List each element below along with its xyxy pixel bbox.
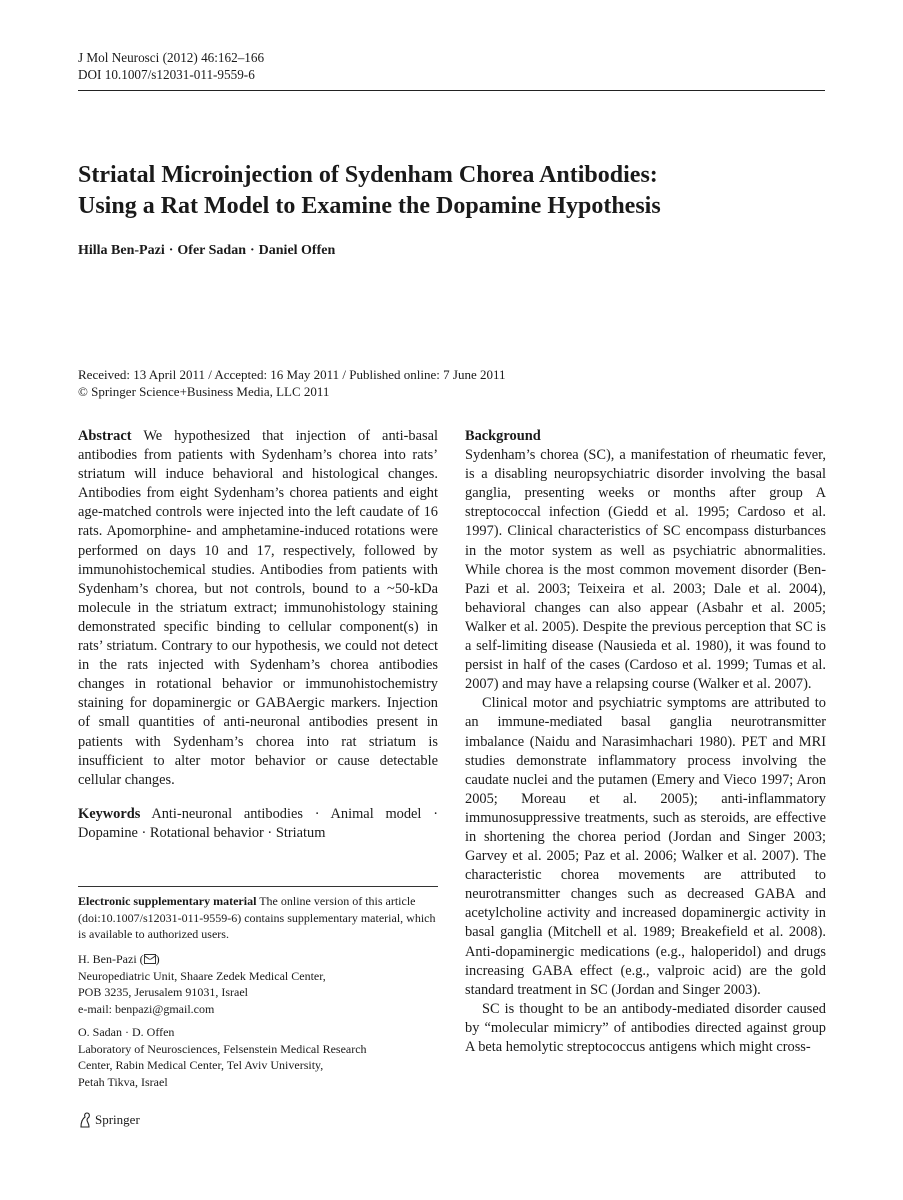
doi: DOI 10.1007/s12031-011-9559-6: [78, 67, 255, 82]
corresponding-author-close: ): [155, 952, 160, 966]
publication-dates: [78, 366, 506, 400]
right-column: [465, 427, 826, 1057]
copyright: © Springer Science+Business Media, LLC 2011: [78, 384, 330, 399]
abstract-text: We hypothesized that injection of anti-basal antibodies from patients with Sydenham’s chorea into rats’ striatum will induce behavioral and histological changes. Antibodies from eight Sydenham’s chorea patients and eight age-matched controls were injected into the left caudate of 16 rats. Apomorphine- and amphetamine-induced rotations were performed on days 10 and 17, respectively, followed by immunohistochemical studies. Antibodies from patients with Sydenham’s chorea, but not controls, bound to a ~50-kDa molecule in the striatum extract; immunohistology staining demonstrated specific binding to cellular component(s) in rats’ striatum. Contrary to our hypothesis, we could not detect in the rats injected with Sydenham’s chorea antibodies changes in rotational behavior or immunohistochemistry staining for dopaminergic or GABAergic markers. Injection of small quantities of anti-neuronal antibodies present in patients with Sydenham’s chorea into rat striatum is insufficient to alter motor behavior or cause detectable cellular changes.: [78, 428, 438, 788]
page-footer: [78, 1112, 140, 1128]
envelope-icon: [144, 954, 156, 964]
affiliation-line: POB 3235, Jerusalem 91031, Israel: [78, 985, 248, 999]
author-3: Daniel Offen: [258, 243, 336, 258]
author-separator: ·: [249, 243, 255, 258]
title-line-1: Striatal Microinjection of Sydenham Chorea Antibodies:: [78, 162, 658, 188]
received-accepted-published: Received: 13 April 2011 / Accepted: 16 May 2011 / Published online: 7 June 2011: [78, 367, 506, 382]
paragraph: SC is thought to be an antibody-mediated disorder caused by “molecular mimicry” of antibodies directed against group A beta hemolytic streptococcus antigens which might cross-: [465, 1000, 826, 1055]
left-column: [78, 427, 438, 843]
author-separator: ·: [168, 243, 174, 258]
affiliation-line: Neuropediatric Unit, Shaare Zedek Medical Center,: [78, 968, 326, 983]
abstract-label: Abstract: [78, 428, 132, 444]
paragraph: Clinical motor and psychiatric symptoms are attributed to an immune-mediated basal ganglia neurotransmitter imbalance (Naidu and Narasimhachari 1980). PET and MRI studies demonstrate inflammatory process involving the caudate nuclei and the putamen (Emery and Vieco 1997; Aron 2005; Moreau et al. 2005); anti-inflammatory immunosuppressive treatments, such as steroids, are effective in shortening the chorea period (Jordan and Singer 2003; Garvey et al. 2005; Paz et al. 2006; Walker et al. 2007). The characteristic chorea movements are attributed to neurotransmitter changes such as decreased GABA and acetylcholine activity and increased dopaminergic activity in basal ganglia (Mitchell et al. 1989; Breakefield et al. 2008). Anti-dopaminergic medications (e.g., haloperidol) and drugs increasing GABA effect (e.g., valproic acid) are the gold standard treatment in SC (Jordan and Singer 2003).: [465, 695, 826, 998]
affiliation-authors: O. Sadan · D. Offen: [78, 1025, 175, 1039]
title-line-2: Using a Rat Model to Examine the Dopamine Hypothesis: [78, 193, 661, 219]
journal-citation: J Mol Neurosci (2012) 46:162–166: [78, 50, 265, 65]
affiliation-sadan-offen: [78, 1024, 438, 1090]
publisher-name: Springer: [95, 1112, 140, 1127]
affiliation-ben-pazi: [78, 951, 438, 1017]
journal-header: [78, 49, 264, 83]
keywords: [78, 805, 438, 843]
affiliation-line: Petah Tikva, Israel: [78, 1074, 168, 1089]
affiliation-line: Center, Rabin Medical Center, Tel Aviv University,: [78, 1058, 324, 1072]
keywords-text: Anti-neuronal antibodies · Animal model · Dopamine · Rotational behavior · Striatum: [78, 805, 438, 841]
corresponding-author: H. Ben-Pazi (: [78, 952, 144, 966]
keywords-label: Keywords: [78, 805, 141, 822]
author-list: [78, 243, 335, 259]
supplementary-text: The online version of this article (doi:10.1007/s12031-011-9559-6) contains supplementary material, which is available to authorized users.: [78, 894, 436, 941]
affiliation-line: Laboratory of Neurosciences, Felsenstein Medical Research: [78, 1041, 367, 1056]
springer-horse-icon: [78, 1112, 92, 1128]
section-heading-background: Background: [465, 428, 541, 444]
paragraph: Sydenham’s chorea (SC), a manifestation of rheumatic fever, is a disabling neuropsychiatric disorder involving the basal ganglia, presenting weeks or months after group A streptococcal infection (Giedd et al. 1995; Cardoso et al. 1997). Clinical characteristics of SC encompass disturbances in the motor system as well as psychiatric abnormalities. While chorea is the most common movement disorder (Ben-Pazi et al. 2003; Teixeira et al. 2003; Dale et al. 2004), behavioral changes can also appear (Asbahr et al. 2005; Walker et al. 2005). Despite the previous perception that SC is a self-limiting disease (Nausieda et al. 1980), it was found to persist in half of the cases (Cardoso et al. 1999; Tumas et al. 2007) and may have a relapsing course (Walker et al. 2007).: [465, 447, 826, 693]
author-2: Ofer Sadan: [177, 243, 246, 258]
supplementary-label: Electronic supplementary material: [78, 894, 257, 908]
supplementary-note: [78, 893, 438, 943]
header-rule: [78, 90, 825, 91]
abstract: [78, 427, 438, 790]
author-1: Hilla Ben-Pazi: [78, 243, 165, 258]
footnote-rule: [78, 886, 438, 887]
author-email: e-mail: benpazi@gmail.com: [78, 1001, 215, 1016]
article-title: [78, 160, 825, 222]
